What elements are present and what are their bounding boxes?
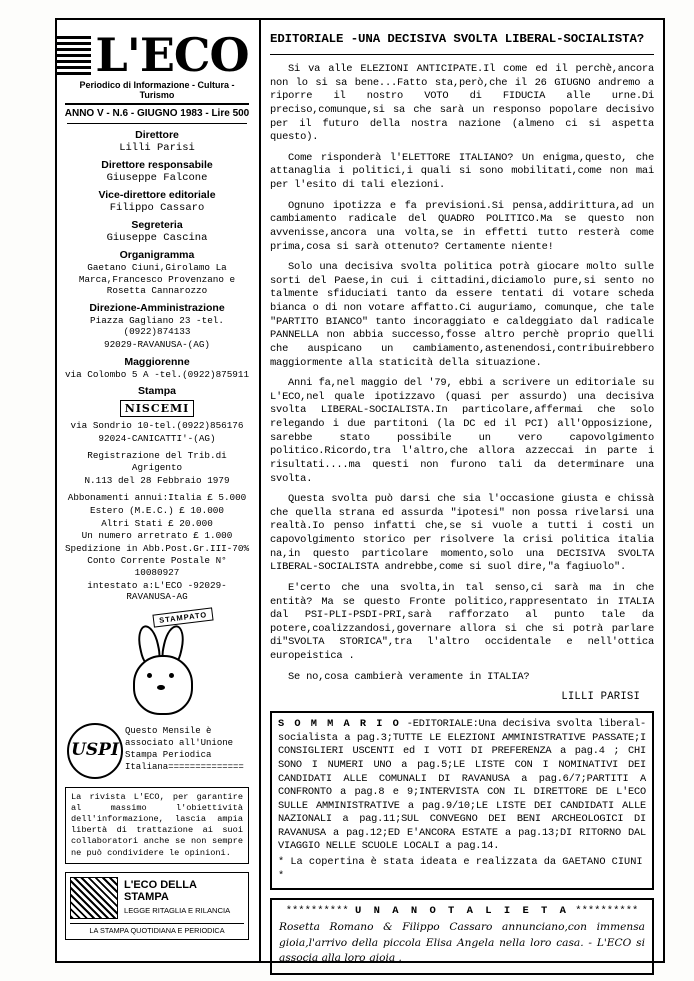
label-organigramma: Organigramma <box>119 249 195 261</box>
label-direzione: Direzione-Amministrazione <box>89 301 225 314</box>
eco-della-stampa-sub2: LA STAMPA QUOTIDIANA E PERIODICA <box>70 923 244 935</box>
editorial-paragraph: E'certo che una svolta,in tal senso,ci sarà ma in che entità? Ma se questo Fronte politico,rappresentato in ITALIA dal PSI-PLI-PSDI-PRI,sarà rafforzato al punto tale da potere,coalizzandosi,governare allora si che si potrà parlare di"SVOLTA STORICA",tra l'altro occidentale e nell'ottica europeistica . <box>270 581 654 662</box>
masthead-logo <box>61 28 252 82</box>
stars-right: ********** <box>575 905 639 918</box>
rabbit-icon <box>119 625 203 715</box>
subscription-line: Abbonamenti annui:Italia £ 5.000 <box>67 492 247 504</box>
sommario-text: -EDITORIALE:Una decisiva svolta liberal-socialista a pag.3;TUTTE LE ELEZIONI AMMINISTRATIVE PASSATE;I CONSIGLIERI USCENTI ed I VOTI DI PREFERENZA a pag.4 ; CHI SONO I NUMERI UNO a pag.5;LE LISTE CON I NOMINATIVI DEI CANDIDATI ALLE COMUNALI DI RAVANUSA a pag.6/7;PARTITI A CONFRONTO a pag.8 e 9;INTERVISTA CON IL DIRETTORE DE L'ECO SULLE AMMINISTRATIVE a pag.9/10;LE LISTE DEI CANDIDATI ALLE NAZIONALI a pag.11;SUL CONVEGNO DEI BENI ARCHEOLOGICI DI RAVANUSA a pag.12;ED E'ANCORA ESTATE a pag.13;DI RITORNO DAL VIAGGIO NELLE SCUOLE LOCALI a pag.14. <box>278 718 647 853</box>
nota-lieta-title: U N A N O T A L I E T A <box>355 905 569 918</box>
editorial-headline: EDITORIALE -UNA DECISIVA SVOLTA LIBERAL-SOCIALISTA? <box>270 32 645 46</box>
masthead-tagline: Periodico di Informazione - Cultura - Turismo <box>79 80 235 100</box>
subscription-line: Spedizione in Abb.Post.Gr.III-70% <box>64 542 250 554</box>
press-clipping-icon <box>70 877 118 919</box>
subscription-line: Conto Corrente Postale N° 10080927 <box>87 555 227 578</box>
value-direttore: Lilli Parisi <box>119 142 195 154</box>
editorial-body <box>270 63 654 684</box>
value-maggiorenne-address: via Colombo 5 A -tel.(0922)875911 <box>64 368 250 380</box>
stars-left: ********** <box>285 905 349 918</box>
column-divider <box>259 20 261 961</box>
issue-line: ANNO V - N.6 - GIUGNO 1983 - Lire 500 <box>64 108 250 119</box>
subscription-line: Altri Stati £ 20.000 <box>101 517 213 529</box>
stampato-banner: STAMPATO <box>152 607 213 627</box>
right-column-editorial <box>264 20 662 964</box>
value-stampa-address-2: 92024-CANICATTI'-(AG) <box>98 432 216 444</box>
editorial-paragraph: Se no,cosa cambierà veramente in ITALIA? <box>288 670 530 683</box>
eco-della-stampa-sub: LEGGE RITAGLIA E RILANCIA <box>124 906 231 916</box>
rabbit-illustration <box>61 609 253 717</box>
value-direzione-address-1: Piazza Gagliano 23 -tel.(0922)874133 <box>90 314 224 338</box>
editorial-paragraph: Questa svolta può darsi che sia l'occasione giusta e chissà che quella strana ed assurda "ipotesi" non possa rivelarsi una realtà.Io penso infatti che,se si vuole a tutti i costi un capovolgimento storico per risolvere la crisi politica italia na,in questo particolare momento,solo una DECISIVA SVOLTA LIBERAL-SOCIALISTA andrebbe,come si suol dire,"a fagiuolo". <box>270 493 654 574</box>
eco-della-stampa-row <box>70 877 244 919</box>
divider <box>67 123 247 124</box>
editorial-paragraph: Anni fa,nel maggio del '79, ebbi a scrivere un editoriale su L'ECO,nel quale ipotizzavo (quasi per assurdo) una decisiva svolta LIBERAL-SOCIALISTA.In particolare,affermai che solo relegando i due partitoni (la DC ed il PCI) all'Opposizione, sarebbe stato possibile un vero capovolgimento politico.Ricordo,tra l'altro,che allora azzeccai in parte i risultati....ma questi non furono tali da determinare una svolta. <box>270 377 654 485</box>
label-maggiorenne: Maggiorenne <box>124 355 190 368</box>
value-organigramma: Gaetano Ciuni,Girolamo La Marca,Francesco Provenzano e Rosetta Cannarozzo <box>78 262 236 297</box>
uspi-block <box>61 721 253 781</box>
editorial-paragraph: Si va alle ELEZIONI ANTICIPATE.Il come ed il perchè,ancora non lo si sa bene...Fatto sta,però,che il 26 GIUGNO andremo a riporre il nostro VOTO di FIDUCIA alle urne.Di preciso,comunque,si sa che sarà un responso popolare decisivo per il futuro della nostra nazione (almeno ci si aspetta questo). <box>270 63 654 144</box>
sommario-content <box>278 718 646 854</box>
label-stampa: Stampa <box>138 385 176 398</box>
subscription-line: Un numero arretrato £ 1.000 <box>81 530 233 542</box>
subscription-line: Estero (M.E.C.) £ 10.000 <box>90 504 224 516</box>
sommario-label: S O M M A R I O <box>278 718 401 731</box>
editorial-paragraph: Solo una decisiva svolta politica potrà giocare molto sulle sorti del Paese,in cui i cittadini,diciamolo pure,si sento no talmente sfiduciati tanto da essere tentati di votare scheda bianca o di non votare affatto.Ci auguriamo, comunque, che tale "PARTITO BIANCO" tanto incoraggiato e caldeggiato dal radicale PANNELLA non abbia successo,fosse altro perchè proprio quelli che auspicano un cambiamento,astenendosi,contribuirebbero maggiormente alla staticità della situazione. <box>270 261 654 369</box>
editorial-paragraph: Ognuno ipotizza e fa previsioni.Si pensa,addirittura,ad un cambiamento radicale del QUADRO POLITICO.Ma se questo non avvenisse,ancora una volta,se in effetti tutto resterà come prima,cosa si sarà ottenuto? Certamente niente! <box>270 199 654 253</box>
label-direttore-responsabile: Direttore responsabile <box>101 159 213 171</box>
rabbit-eye-left <box>147 673 152 678</box>
subscription-line: intestato a:L'ECO -92029-RAVANUSA-AG <box>87 579 227 603</box>
left-column-masthead-info <box>57 20 257 961</box>
uspi-seal-icon: USPI <box>67 723 123 779</box>
value-direzione-address-2: 92029-RAVANUSA-(AG) <box>103 339 210 351</box>
editorial-disclaimer-note: La rivista L'ECO, per garantire al massimo l'obiettività dell'informazione, lascia ampia libertà di trattazione ai suoi collaboratori anche se non sempre ne può condividere le opinioni. <box>65 787 249 864</box>
eco-della-stampa-text <box>124 879 244 916</box>
label-vice-direttore: Vice-direttore editoriale <box>98 189 216 201</box>
divider <box>65 103 249 105</box>
uspi-text: Questo Mensile è associato all'Unione Stampa Periodica Italiana============== <box>125 725 244 773</box>
registration-line-2: N.113 del 28 Febbraio 1979 <box>84 474 230 486</box>
nota-lieta-box <box>270 898 654 975</box>
nota-lieta-message: Rosetta Romano & Filippo Cassaro annunciano,con immensa gioia,l'arrivo della piccola Elisa Angela nella loro casa. - L'ECO si associa alla loro gioia . <box>279 921 645 964</box>
value-stampa-address-1: via Sondrio 10-tel.(0922)856176 <box>70 420 244 432</box>
editorial-paragraph: Come risponderà l'ELETTORE ITALIANO? Un enigma,questo, che attanaglia i politici,i quali si sono mobilitati,come non mai per l'esito di tali elezioni. <box>270 151 654 191</box>
rabbit-eye-right <box>169 673 174 678</box>
value-segreteria: Giuseppe Cascina <box>106 232 208 244</box>
label-direttore: Direttore <box>135 129 179 141</box>
registration-line-1: Registrazione del Trib.di Agrigento <box>87 450 227 474</box>
rabbit-nose <box>157 685 165 690</box>
value-vice-direttore: Filippo Cassaro <box>109 202 205 214</box>
eco-della-stampa-box <box>65 872 249 940</box>
masthead-title: L'ECO <box>95 28 249 82</box>
divider <box>270 54 654 55</box>
sommario-box <box>270 711 654 890</box>
editorial-signature: LILLI PARISI <box>561 691 640 704</box>
value-direttore-responsabile: Giuseppe Falcone <box>106 172 208 184</box>
sommario-cover-credit: * La copertina è stata ideata e realizzata da GAETANO CIUNI * <box>278 856 643 882</box>
label-segreteria: Segreteria <box>131 219 183 231</box>
nota-lieta-header <box>279 905 645 917</box>
eco-della-stampa-title: L'ECO DELLA STAMPA <box>124 879 197 904</box>
printer-logo: NISCEMI <box>120 400 195 417</box>
